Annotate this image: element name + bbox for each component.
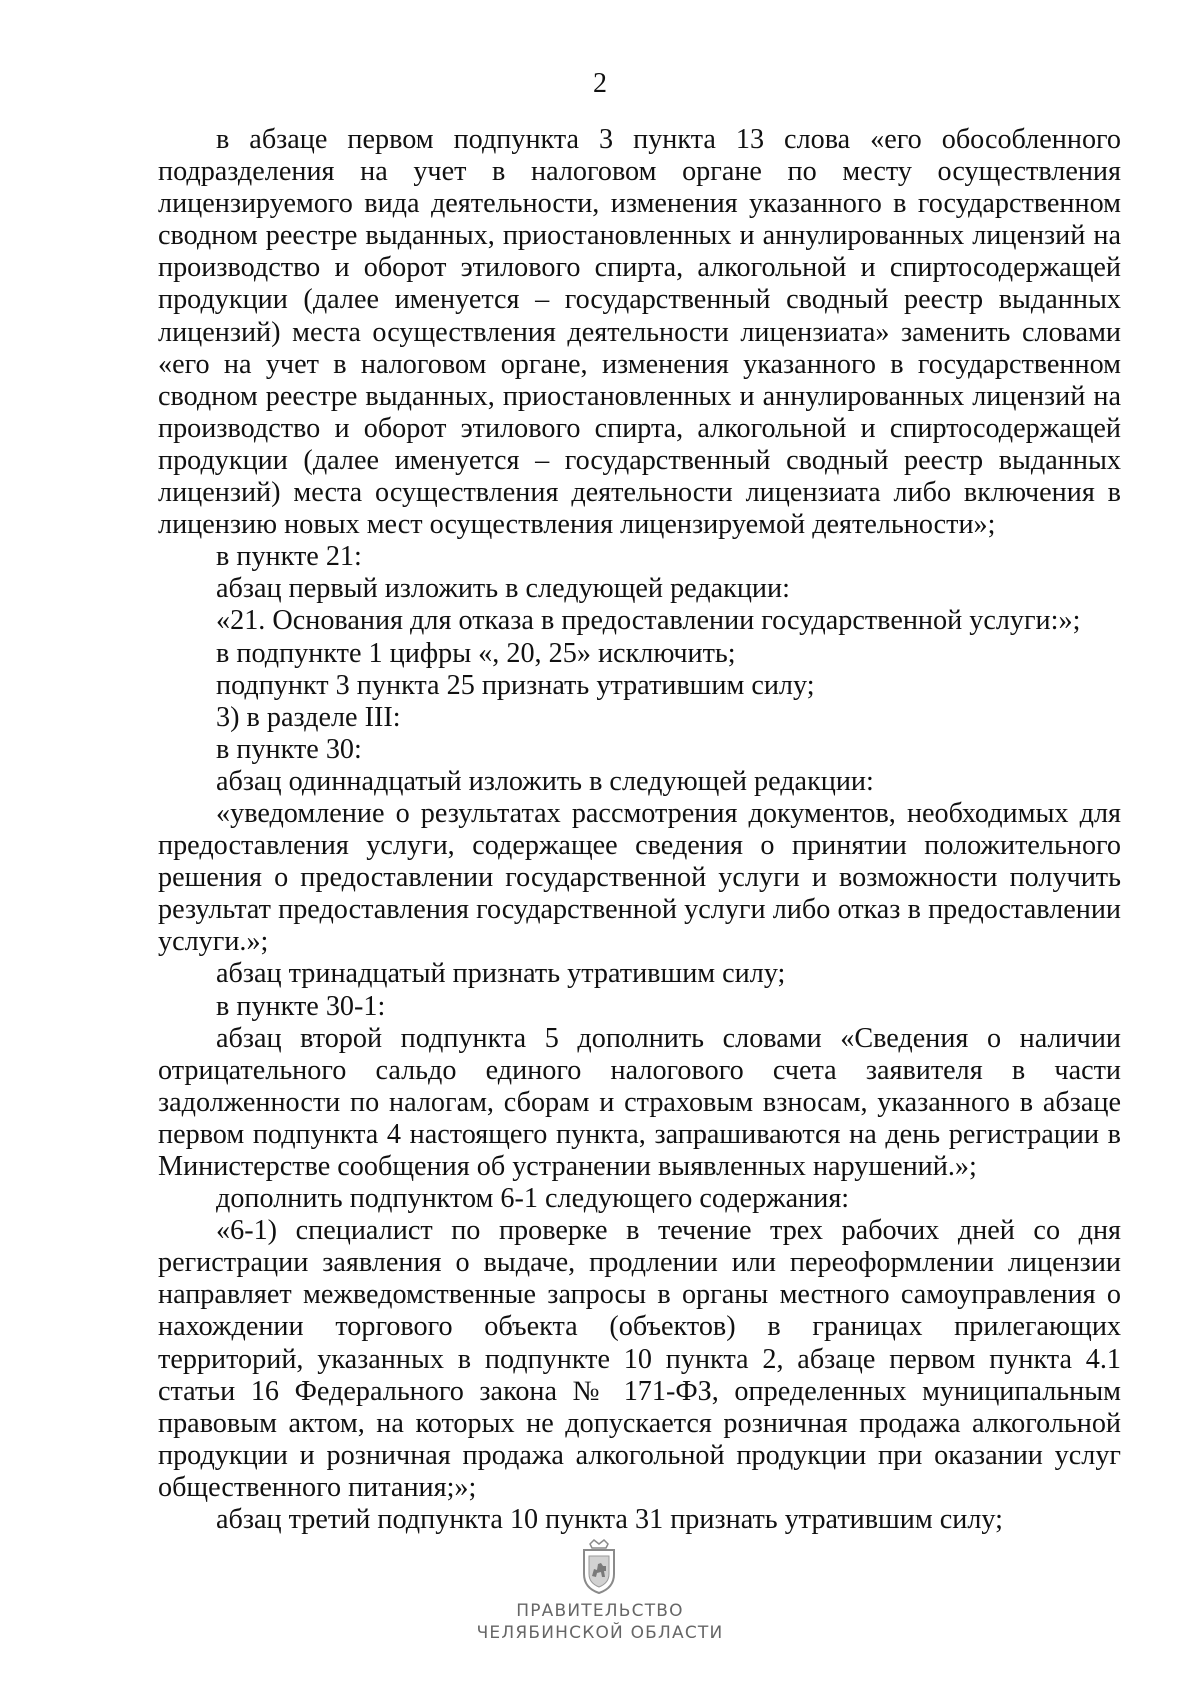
paragraph: в пункте 30: [216,733,362,765]
footer-stamp [0,1600,1200,1644]
paragraph: абзац второй подпункта 5 дополнить словами «Сведения о наличии отрицательного сальдо единого налогового счета заявителя в части задолженности по налогам, сборам и страховым взносам, указанного в абзаце первом подпункта 4 настоящего пункта, запрашиваются на день регистрации в Министерстве сообщения об устранении выявленных нарушений.»; [158,1022,1121,1182]
paragraph: дополнить подпунктом 6-1 следующего содержания: [216,1183,850,1215]
paragraph: в пункте 30-1: [216,990,386,1022]
paragraph: абзац третий подпункта 10 пункта 31 признать утратившим силу; [216,1504,1003,1536]
paragraph: в пункте 21: [216,541,362,573]
paragraph: в абзаце первом подпункта 3 пункта 13 слова «его обособленного подразделения на учет в налоговом органе по месту осуществления лицензируемого вида деятельности, изменения указанного в государственном сводном реестре выданных, приостановленных и аннулированных лицензий на производство и оборот этилового спирта, алкогольной и спиртосодержащей продукции (далее именуется – государственный сводный реестр выданных лицензий) места осуществления деятельности лицензиата» заменить словами «его на учет в налоговом органе, изменения указанного в государственном сводном реестре выданных, приостановленных и аннулированных лицензий на производство и оборот этилового спирта, алкогольной и спиртосодержащей продукции (далее именуется – государственный сводный реестр выданных лицензий) места осуществления деятельности лицензиата либо включения в лицензию новых мест осуществления лицензируемой деятельности»; [158,124,1121,541]
paragraph: абзац первый изложить в следующей редакции: [216,573,790,605]
paragraph: 3) в разделе III: [216,701,401,733]
paragraph: абзац одиннадцатый изложить в следующей редакции: [216,765,874,797]
page-number: 2 [593,68,607,99]
paragraph: «21. Основания для отказа в предоставлении государственной услуги:»; [216,605,1081,637]
paragraph: подпункт 3 пункта 25 признать утратившим силу; [216,669,815,701]
coat-of-arms-icon [576,1536,622,1596]
footer-line-1: ПРАВИТЕЛЬСТВО [516,1601,684,1621]
paragraph: «6-1) специалист по проверке в течение трех рабочих дней со дня регистрации заявления о выдаче, продлении или переоформлении лицензии направляет межведомственные запросы в органы местного самоуправления о нахождении торгового объекта (объектов) в границах прилегающих территорий, указанных в подпункте 10 пункта 2, абзаце первом пункта 4.1 статьи 16 Федерального закона № 171-ФЗ, определенных муниципальным правовым актом, на которых не допускается розничная продажа алкогольной продукции и розничная продажа алкогольной продукции при оказании услуг общественного питания;»; [158,1215,1121,1503]
footer-line-2: ЧЕЛЯБИНСКОЙ ОБЛАСТИ [476,1623,724,1643]
document-body [158,124,1121,1536]
paragraph: в подпункте 1 цифры «, 20, 25» исключить; [216,637,736,669]
paragraph: «уведомление о результатах рассмотрения документов, необходимых для предоставления услуги, содержащее сведения о принятии положительного решения о предоставлении государственной услуги и возможности получить результат предоставления государственной услуги либо отказ в предоставлении услуги.»; [158,797,1121,958]
paragraph: абзац тринадцатый признать утратившим силу; [216,958,786,990]
